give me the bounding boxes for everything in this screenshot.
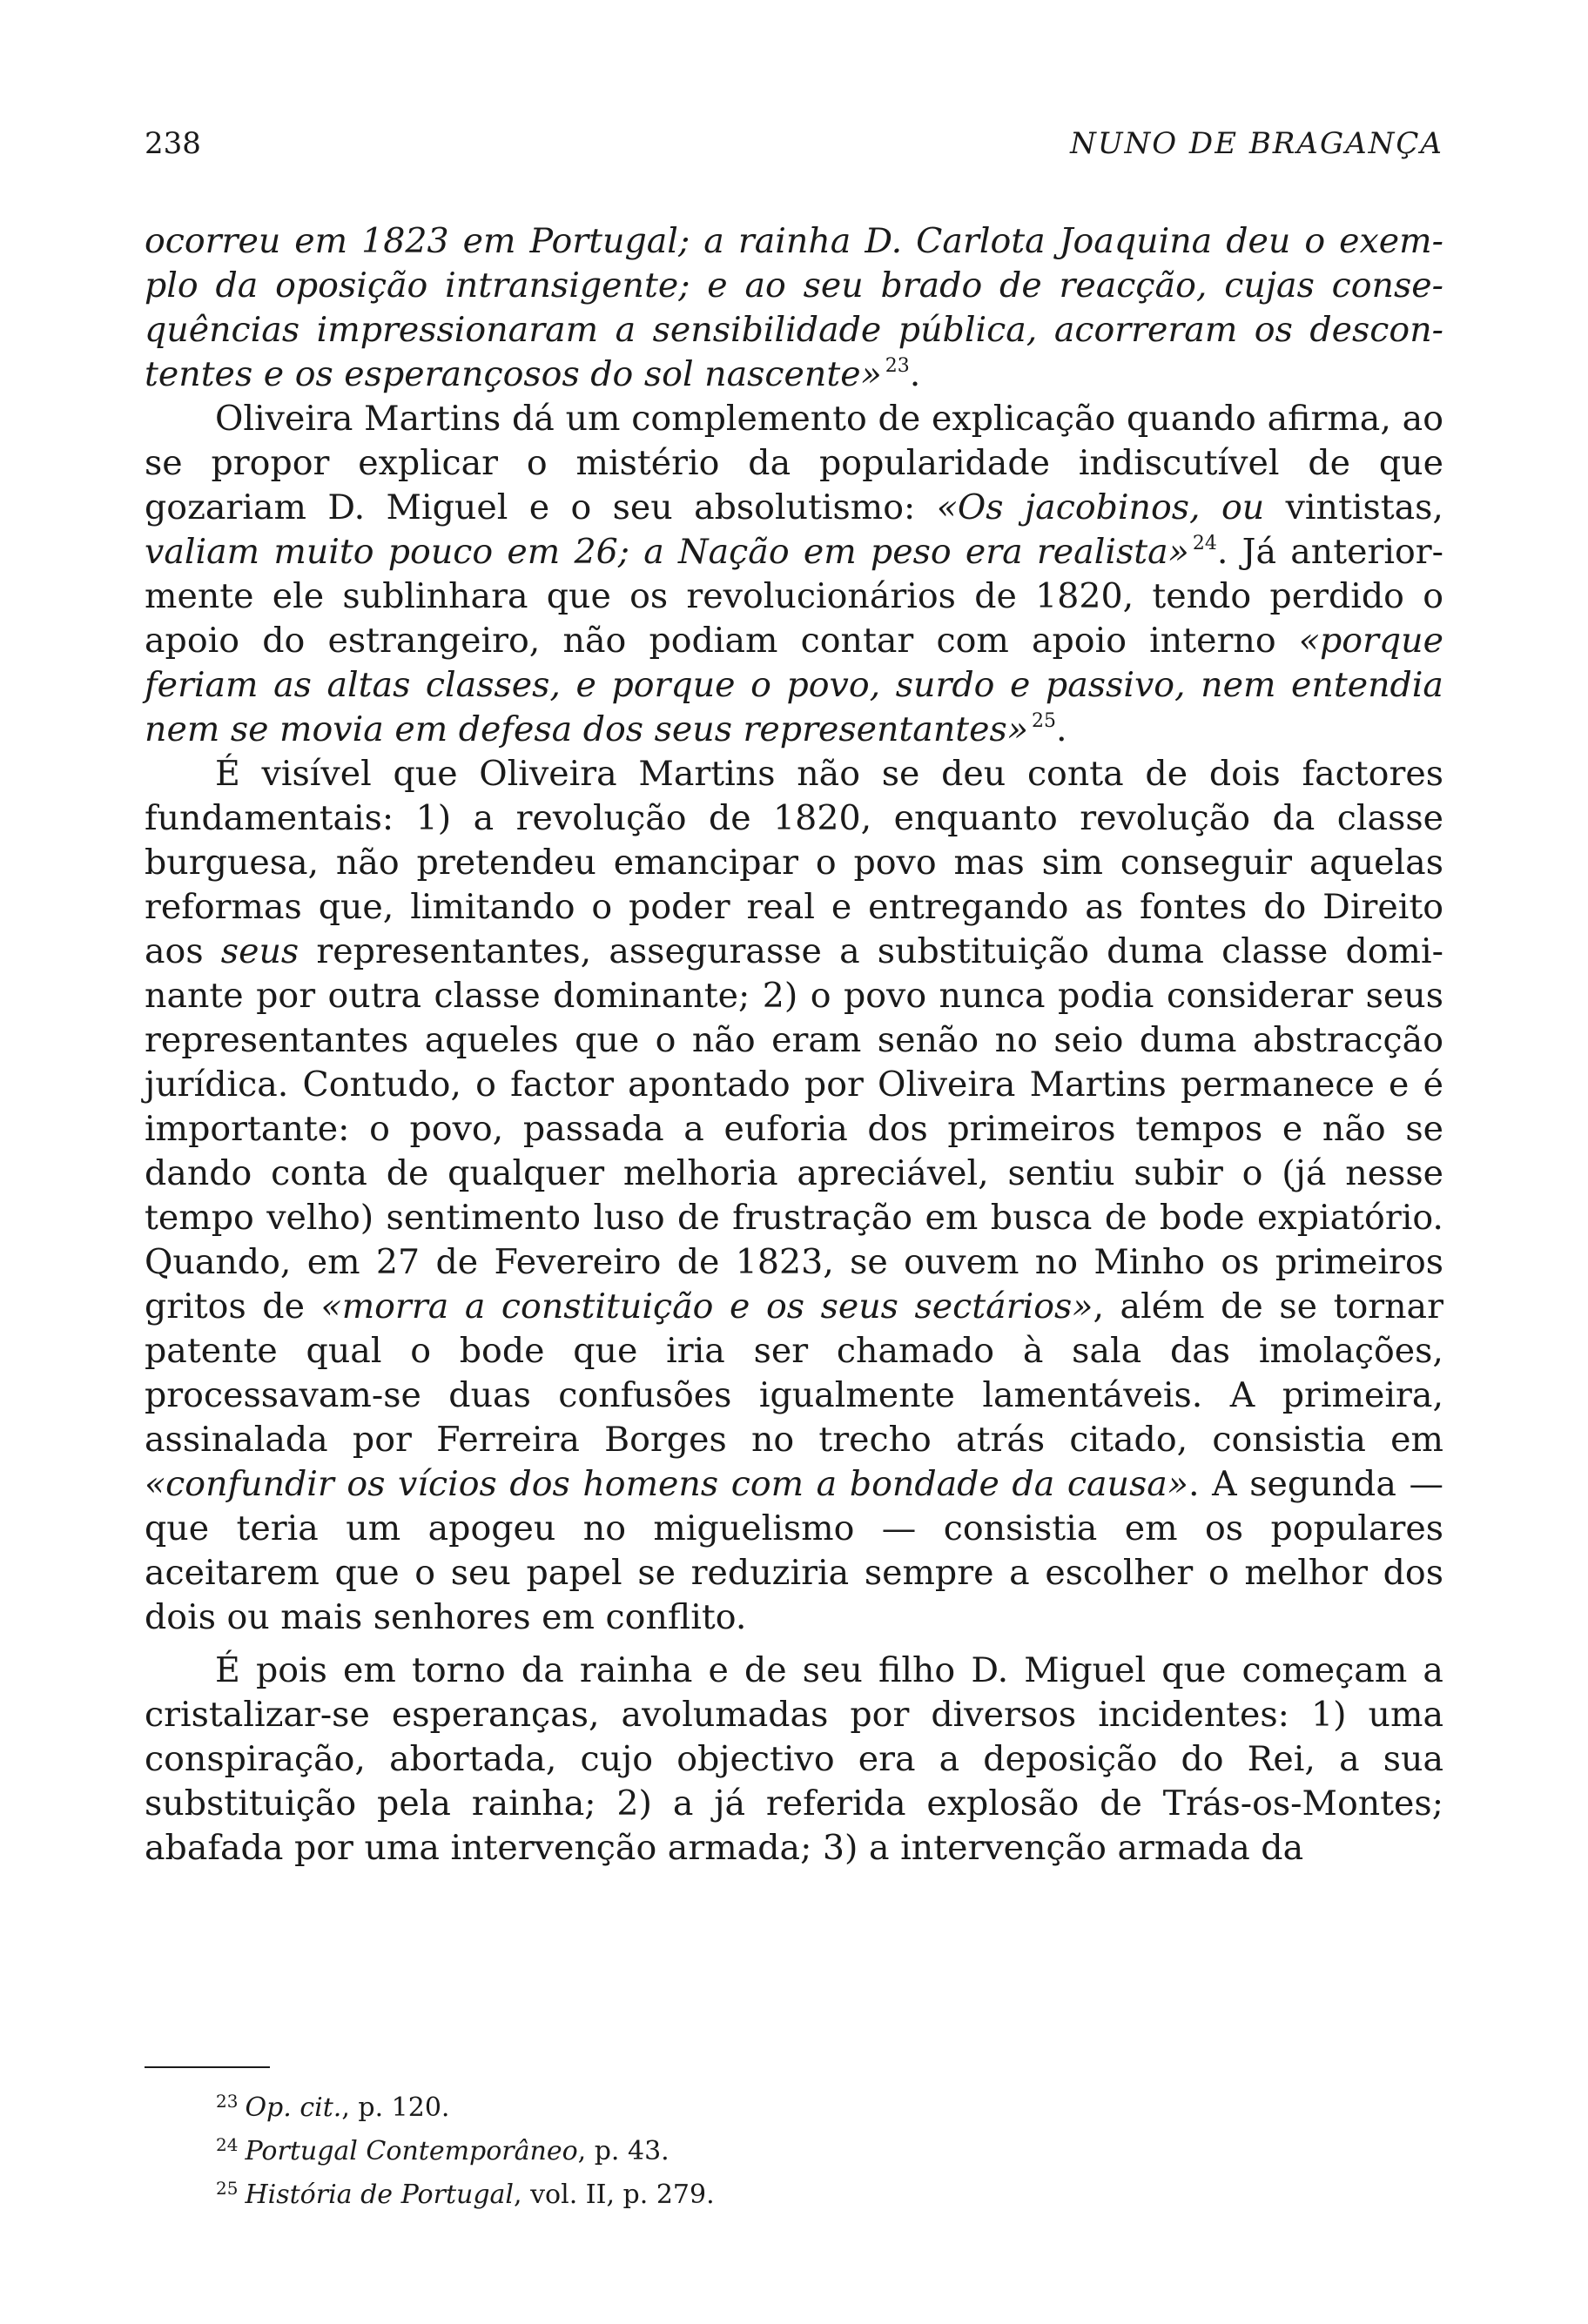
text-run: representantes, assegurasse a substituição duma classe dominante por outra classe dominante; 2) o povo nunca podia considerar seus representantes aqueles que o não eram senão no seio duma abstracção jurídica. Contudo, o factor apontado por Oliveira Martins permanece e é importante: o povo, passada a euforia dos primeiros tempos e não se dando conta de qualquer melhoria apreciável, sentiu subir o (já nesse tempo velho) sentimento luso de frustração em busca de bode expiatório. Quando, em 27 de Fevereiro de 1823, se ouvem no Minho os primeiros gritos de <box>145 931 1443 1327</box>
quotation: «Os jacobinos, ou <box>936 487 1265 527</box>
text-run: É visível que Oliveira Martins não se deu conta de dois factores fundamentais: 1) a revolução de 1820, enquanto revolução da classe burguesa, não pretendeu emancipar o povo mas sim conseguir aquelas reformas que, limitando o poder real e entregando as fontes do Direito aos <box>145 754 1443 971</box>
text-run: . <box>1055 709 1067 749</box>
quotation: «confundir os vícios dos homens com a bondade da causa» <box>145 1464 1188 1504</box>
running-title: NUNO DE BRAGANÇA <box>1070 126 1443 161</box>
footnote-mark: 25 <box>216 2178 239 2199</box>
footnote-ref-25: 25 <box>1031 710 1056 732</box>
footnote-title: História de Portugal <box>245 2180 515 2210</box>
paragraph-4 <box>145 1649 1443 1871</box>
running-head <box>145 122 1443 165</box>
footnote-text: , p. 120. <box>341 2092 450 2123</box>
text-run: vintistas, <box>1264 487 1443 527</box>
paragraph-3 <box>145 752 1443 1640</box>
footnote-text: , p. 43. <box>577 2136 670 2166</box>
text-run: Oliveira Martins dá um complemento de explicação quando afirma, ao se propor explicar o mistério da popularidade indiscutível de que gozariam D. Miguel e o seu absolutismo: <box>145 399 1443 527</box>
footnote-mark: 24 <box>216 2134 239 2155</box>
text-run: , além de se tornar patente qual o bode que iria ser chamado à sala das imolações, processavam-se duas confusões igualmente lamentáveis. A primeira, assinalada por Ferreira Borges no trecho atrás citado, consistia em <box>145 1286 1443 1460</box>
page-number: 238 <box>145 126 201 161</box>
footnote-title: Portugal Contemporâneo <box>245 2136 578 2166</box>
footnote-24 <box>216 2126 1348 2170</box>
body-text <box>145 219 1443 1871</box>
quotation: «morra a constituição e os seus sectários» <box>320 1286 1093 1327</box>
footnote-ref-23: 23 <box>885 355 910 377</box>
quotation: «porque feriam as altas classes, e porque o povo, surdo e passivo, nem entendia nem se movia em defesa dos seus representantes» <box>145 621 1443 749</box>
paragraph-2 <box>145 397 1443 752</box>
footnote-text: , vol. II, p. 279. <box>514 2180 715 2210</box>
quotation: ocorreu em 1823 em Portugal; a rainha D. Carlota Joaquina deu o exemplo da oposição intransigente; e ao seu brado de reacção, cujas consequências impressionaram a sensibilidade pública, acorreram os descontentes e os esperançosos do sol nascente» <box>145 221 1443 394</box>
paragraph-1 <box>145 219 1443 397</box>
text-run: . <box>909 354 921 394</box>
quotation: valiam muito pouco em 26; a Nação em peso era realista» <box>145 532 1189 572</box>
footnotes <box>216 2083 1348 2213</box>
text-run: . Já anteriormente ele sublinhara que os revolucionários de 1820, tendo perdido o apoio do estrangeiro, não podiam contar com apoio interno <box>145 532 1444 661</box>
text-run: É pois em torno da rainha e de seu filho D. Miguel que começam a cristalizar-se esperanças, avolumadas por diversos incidentes: 1) uma conspiração, abortada, cujo objectivo era a deposição do Rei, a sua substituição pela rainha; 2) a já referida explosão de Trás-os-Montes; abafada por uma intervenção armada; 3) a intervenção armada da <box>145 1650 1443 1868</box>
footnote-title: Op. cit. <box>245 2092 342 2123</box>
footnote-rule <box>145 2066 270 2068</box>
emphasis: seus <box>220 931 299 971</box>
footnote-25 <box>216 2170 1348 2213</box>
footnote-mark: 23 <box>216 2091 239 2112</box>
footnote-23 <box>216 2083 1348 2126</box>
text-run: . A segunda — que teria um apogeu no miguelismo — consistia em os populares aceitarem que o seu papel se reduziria sempre a escolher o melhor dos dois ou mais senhores em conflito. <box>145 1464 1443 1637</box>
footnote-ref-24: 24 <box>1192 533 1217 554</box>
